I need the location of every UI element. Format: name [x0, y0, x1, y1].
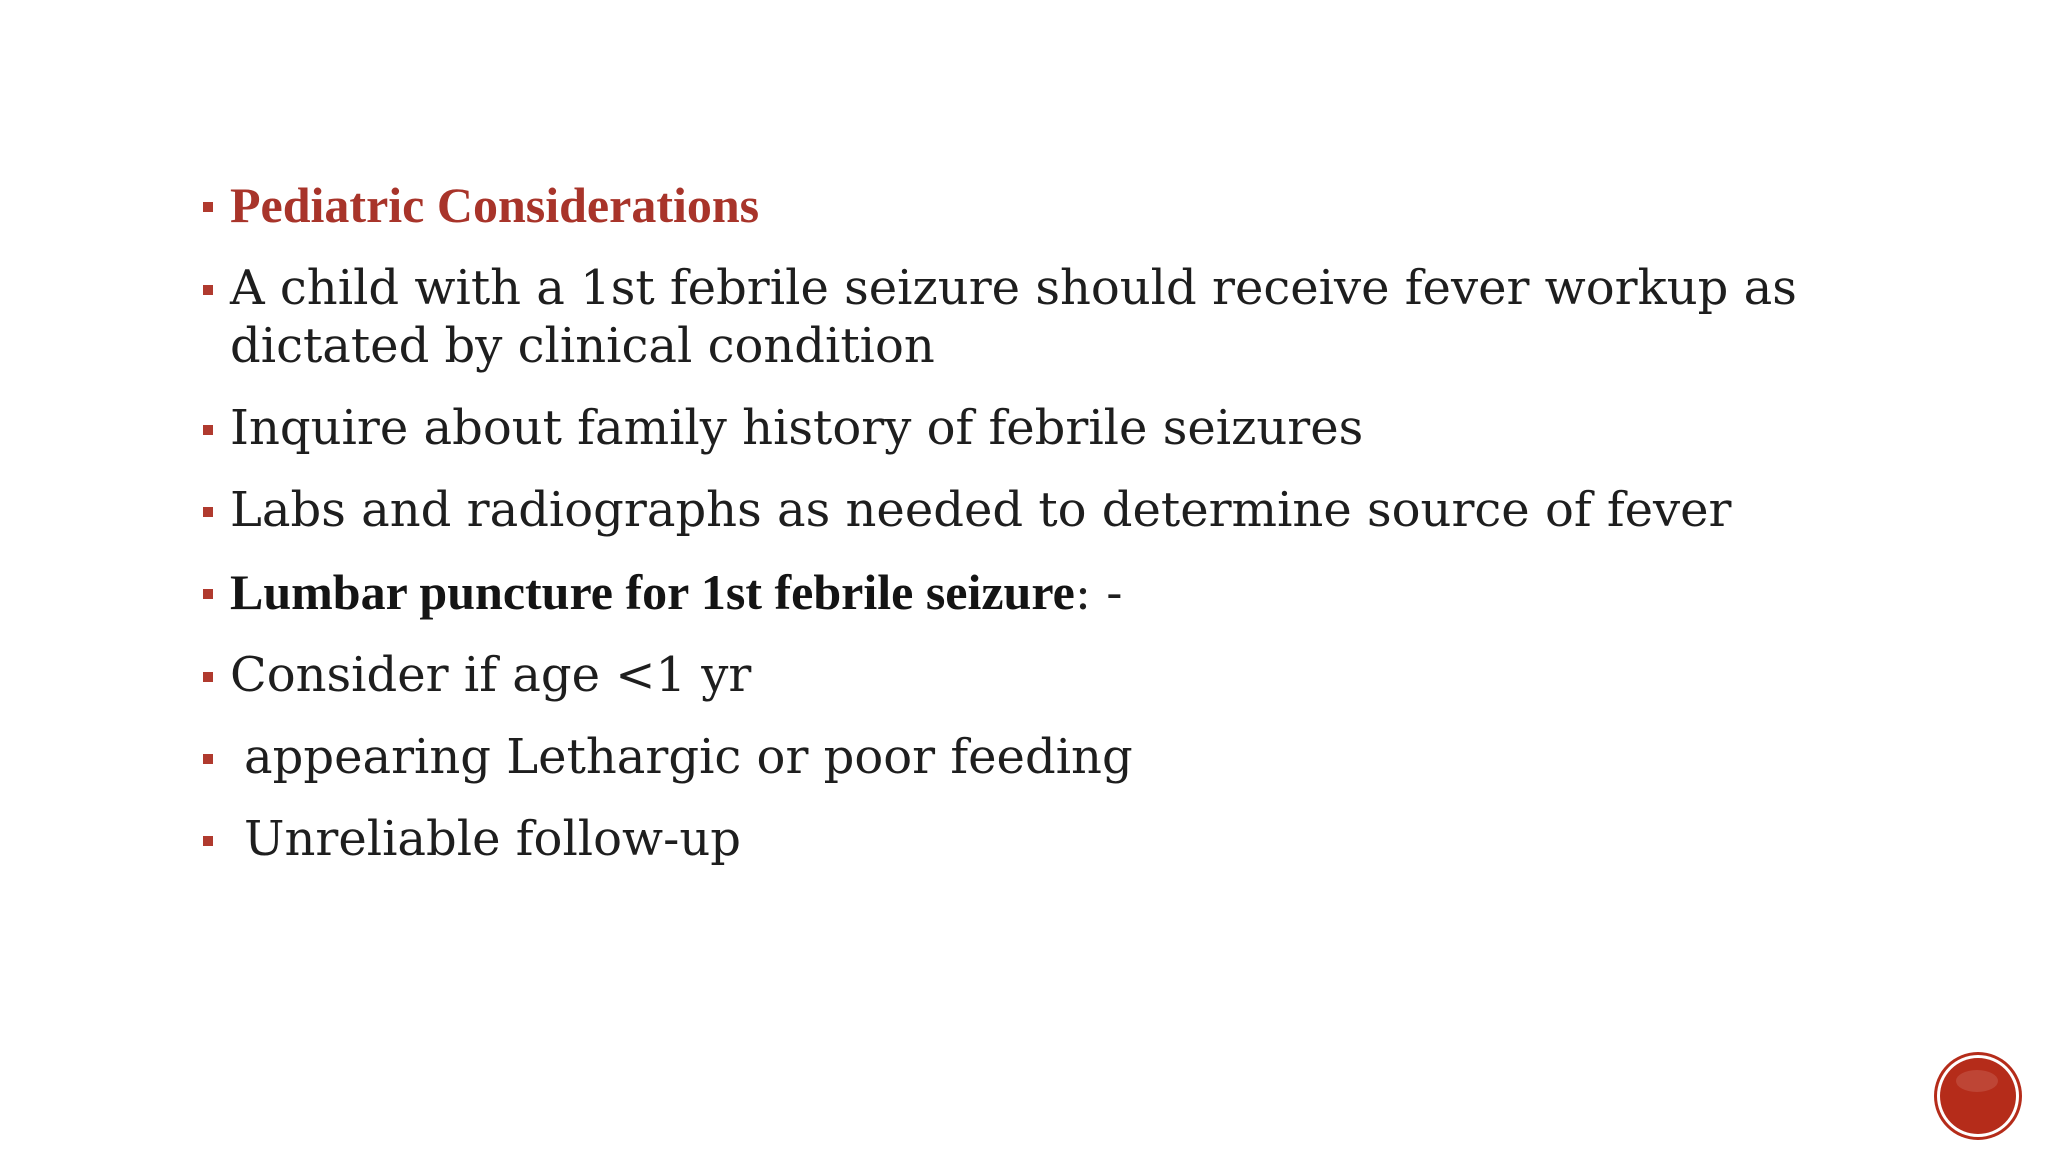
square-bullet-icon — [203, 507, 213, 517]
badge-shine — [1956, 1070, 1998, 1092]
bullet-suffix: : - — [1074, 565, 1123, 621]
square-bullet-icon — [203, 672, 213, 682]
square-bullet-icon — [203, 285, 213, 295]
bullet-text: Unreliable follow-up — [244, 811, 741, 867]
bullet-item — [200, 399, 1900, 457]
square-bullet-icon — [203, 425, 213, 435]
square-bullet-icon — [203, 589, 213, 599]
bullet-item — [200, 728, 1900, 786]
bullet-text: Inquire about family history of febrile seizures — [230, 400, 1364, 456]
circle-badge-icon — [1940, 1058, 2016, 1134]
bullet-text: Consider if age <1 yr — [230, 647, 752, 703]
bullet-item-bold — [200, 563, 1900, 622]
bullet-item — [200, 481, 1900, 539]
bullet-text: A child with a 1st febrile seizure should receive fever workup as dictated by clinical condition — [230, 260, 1797, 374]
bullet-list — [200, 176, 1900, 892]
bold-bullet-text: Lumbar puncture for 1st febrile seizure — [230, 564, 1075, 620]
bullet-item — [200, 259, 1900, 375]
heading-text: Pediatric Considerations — [230, 177, 760, 233]
bullet-text: Labs and radiographs as needed to determine source of fever — [230, 482, 1732, 538]
bullet-text: appearing Lethargic or poor feeding — [244, 729, 1133, 785]
bullet-item — [200, 646, 1900, 704]
bullet-heading — [200, 176, 1900, 235]
square-bullet-icon — [203, 754, 213, 764]
square-bullet-icon — [203, 202, 213, 212]
square-bullet-icon — [203, 836, 213, 846]
bullet-item — [200, 810, 1900, 868]
